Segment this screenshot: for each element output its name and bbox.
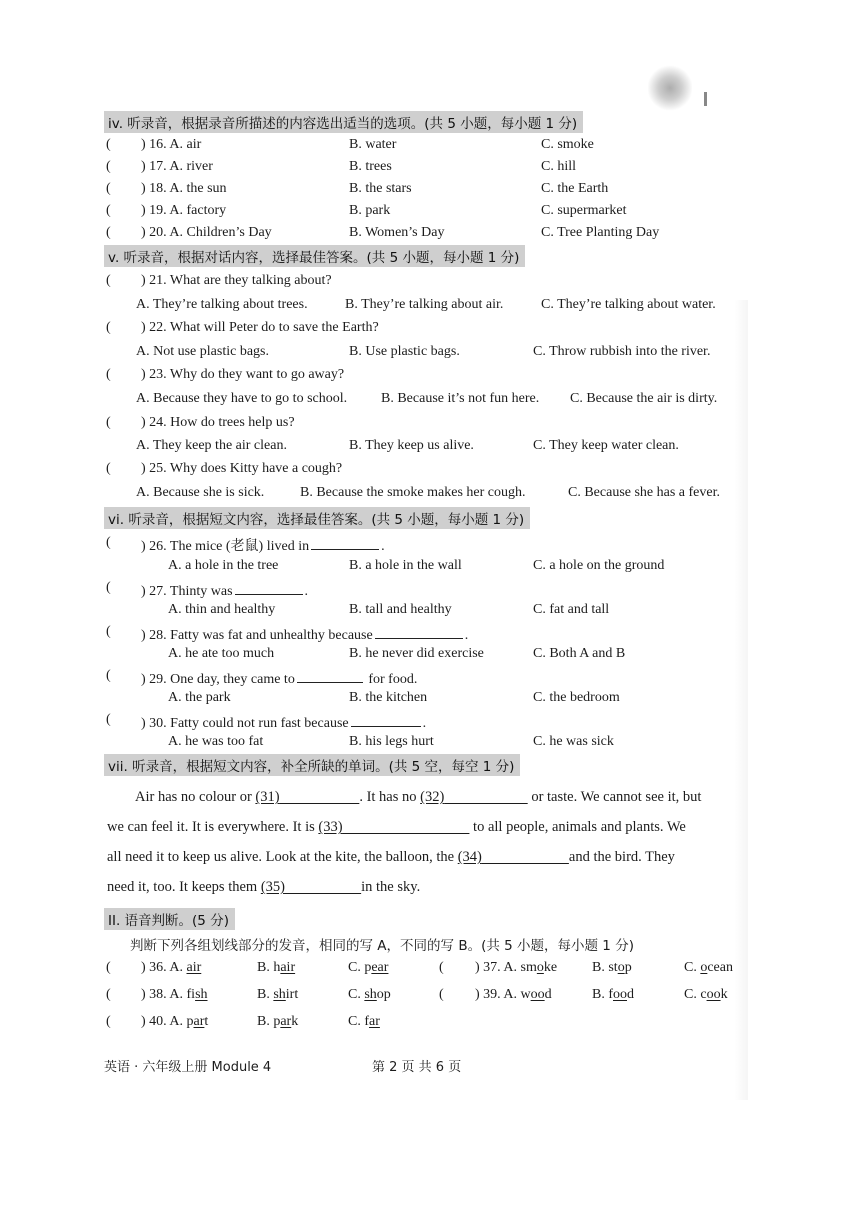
option-28-c: C. Both A and B — [533, 646, 626, 661]
question-37: ) 37. A. smoke — [475, 960, 558, 975]
option-25-c: C. Because she has a fever. — [568, 485, 720, 500]
option-24-a: A. They keep the air clean. — [136, 438, 287, 453]
option-27-c: C. fat and tall — [533, 602, 610, 617]
cloze-passage — [107, 782, 741, 902]
option-17-c: C. hill — [541, 159, 577, 174]
option-18-c: C. the Earth — [541, 181, 609, 196]
question-28-text: ) 28. Fatty was fat and unhealthy because — [141, 628, 373, 643]
question-29-text: ) 29. One day, they came to — [141, 672, 295, 687]
question-27-text: ) 27. Thinty was — [141, 584, 233, 599]
question-36: ) 36. A. air — [141, 960, 202, 975]
option-24-b: B. They keep us alive. — [349, 438, 474, 453]
option-20-b: B. Women’s Day — [349, 225, 445, 240]
answer-blank — [235, 580, 303, 595]
option-29-c: C. the bedroom — [533, 690, 620, 705]
answer-paren: ( — [106, 225, 111, 240]
answer-paren: ( — [106, 320, 111, 335]
question-25: ) 25. Why does Kitty have a cough? — [141, 461, 343, 476]
option-17-b: B. trees — [349, 159, 392, 174]
blank-33: (33) — [318, 819, 343, 835]
option-21-a: A. They’re talking about trees. — [136, 297, 308, 312]
question-29-end: for food. — [368, 672, 418, 687]
answer-blank — [297, 668, 363, 683]
answer-paren: ( — [106, 624, 111, 639]
question-40: ) 40. A. part — [141, 1014, 209, 1029]
question-19: ) 19. A. factory — [141, 203, 227, 218]
question-18: ) 18. A. the sun — [141, 181, 227, 196]
answer-paren: ( — [106, 367, 111, 382]
question-29 — [141, 668, 417, 688]
question-27 — [141, 580, 308, 600]
question-26-text: ) 26. The mice (老鼠) lived in — [141, 539, 310, 554]
footer-course: 英语 · 六年级上册 Module 4 — [104, 1060, 272, 1075]
option-26-c: C. a hole on the ground — [533, 558, 665, 573]
option-25-b: B. Because the smoke makes her cough. — [300, 485, 526, 500]
scan-edge-shadow — [734, 300, 748, 1100]
blank-34: (34) — [457, 849, 482, 865]
answer-paren: ( — [106, 712, 111, 727]
question-28 — [141, 624, 468, 644]
blank-35: (35) — [260, 879, 285, 895]
blank-31: (31) — [255, 789, 280, 805]
question-23: ) 23. Why do they want to go away? — [141, 367, 345, 382]
footer-page-number: 第 2 页 共 6 页 — [372, 1060, 462, 1075]
option-40-c: C. far — [348, 1014, 380, 1029]
answer-paren: ( — [439, 960, 444, 975]
question-30 — [141, 712, 426, 732]
option-22-c: C. Throw rubbish into the river. — [533, 344, 711, 359]
answer-paren: ( — [106, 159, 111, 174]
option-30-b: B. his legs hurt — [349, 734, 434, 749]
option-23-b: B. Because it’s not fun here. — [381, 391, 540, 406]
option-20-c: C. Tree Planting Day — [541, 225, 660, 240]
question-20: ) 20. A. Children’s Day — [141, 225, 272, 240]
option-23-a: A. Because they have to go to school. — [136, 391, 348, 406]
answer-paren: ( — [106, 580, 111, 595]
passage-line-1: Air has no colour or (31) . It has no (32) or taste. We cannot see it, but — [135, 789, 702, 805]
question-21: ) 21. What are they talking about? — [141, 273, 332, 288]
option-22-a: A. Not use plastic bags. — [136, 344, 269, 359]
answer-paren: ( — [106, 137, 111, 152]
question-27-end: . — [304, 584, 309, 599]
question-17: ) 17. A. river — [141, 159, 213, 174]
option-21-b: B. They’re talking about air. — [345, 297, 504, 312]
section-vii-header: vii. 听录音，根据短文内容，补全所缺的单词。(共 5 空，每空 1 分) — [104, 754, 520, 776]
option-37-b: B. stop — [592, 960, 632, 975]
option-28-b: B. he never did exercise — [349, 646, 484, 661]
passage-line-4: need it, too. It keeps them (35) in the sky. — [107, 879, 421, 895]
option-40-b: B. park — [257, 1014, 299, 1029]
option-19-c: C. supermarket — [541, 203, 627, 218]
option-25-a: A. Because she is sick. — [136, 485, 265, 500]
option-29-a: A. the park — [168, 690, 231, 705]
option-23-c: C. Because the air is dirty. — [570, 391, 718, 406]
question-30-end: . — [422, 716, 427, 731]
answer-paren: ( — [106, 203, 111, 218]
option-21-c: C. They’re talking about water. — [541, 297, 716, 312]
option-19-b: B. park — [349, 203, 391, 218]
option-39-b: B. food — [592, 987, 634, 1002]
question-38: ) 38. A. fish — [141, 987, 208, 1002]
option-38-c: C. shop — [348, 987, 391, 1002]
option-18-b: B. the stars — [349, 181, 412, 196]
question-30-text: ) 30. Fatty could not run fast because — [141, 716, 349, 731]
scan-smudge — [648, 64, 692, 112]
passage-line-3: all need it to keep us alive. Look at the kite, the balloon, the (34) and the bird. They — [107, 849, 675, 865]
section-v-header: v. 听录音，根据对话内容，选择最佳答案。(共 5 小题，每小题 1 分) — [104, 245, 525, 267]
answer-paren: ( — [106, 960, 111, 975]
option-26-a: A. a hole in the tree — [168, 558, 279, 573]
question-26 — [141, 535, 385, 555]
option-39-c: C. cook — [684, 987, 728, 1002]
answer-paren: ( — [439, 987, 444, 1002]
answer-paren: ( — [106, 668, 111, 683]
answer-blank — [375, 624, 463, 639]
question-26-end: . — [381, 539, 385, 554]
option-30-c: C. he was sick — [533, 734, 614, 749]
answer-paren: ( — [106, 181, 111, 196]
passage-line-2: we can feel it. It is everywhere. It is (33) to all people, animals and plants. We — [107, 819, 686, 835]
option-38-b: B. shirt — [257, 987, 299, 1002]
answer-blank — [311, 535, 379, 550]
option-22-b: B. Use plastic bags. — [349, 344, 460, 359]
option-27-b: B. tall and healthy — [349, 602, 452, 617]
answer-paren: ( — [106, 987, 111, 1002]
question-22: ) 22. What will Peter do to save the Earth? — [141, 320, 379, 335]
blank-32: (32) — [420, 789, 445, 805]
option-29-b: B. the kitchen — [349, 690, 428, 705]
question-16: ) 16. A. air — [141, 137, 202, 152]
section-iv-header: iv. 听录音，根据录音所描述的内容选出适当的选项。(共 5 小题，每小题 1 分) — [104, 111, 583, 133]
option-28-a: A. he ate too much — [168, 646, 275, 661]
answer-blank — [351, 712, 421, 727]
section-II-instructions: 判断下列各组划线部分的发音，相同的写 A，不同的写 B。(共 5 小题，每小题 1 分) — [130, 938, 634, 954]
option-36-b: B. hair — [257, 960, 296, 975]
answer-paren: ( — [106, 1014, 111, 1029]
scan-mark — [704, 92, 707, 106]
answer-paren: ( — [106, 535, 111, 550]
answer-paren: ( — [106, 273, 111, 288]
option-27-a: A. thin and healthy — [168, 602, 276, 617]
option-26-b: B. a hole in the wall — [349, 558, 462, 573]
question-39: ) 39. A. wood — [475, 987, 552, 1002]
option-37-c: C. ocean — [684, 960, 733, 975]
answer-paren: ( — [106, 415, 111, 430]
question-28-end: . — [464, 628, 469, 643]
option-36-c: C. pear — [348, 960, 389, 975]
section-vi-header: vi. 听录音，根据短文内容，选择最佳答案。(共 5 小题，每小题 1 分) — [104, 507, 530, 529]
option-16-b: B. water — [349, 137, 397, 152]
section-II-header: II. 语音判断。(5 分) — [104, 908, 235, 930]
question-24: ) 24. How do trees help us? — [141, 415, 295, 430]
option-16-c: C. smoke — [541, 137, 594, 152]
option-30-a: A. he was too fat — [168, 734, 264, 749]
option-24-c: C. They keep water clean. — [533, 438, 679, 453]
answer-paren: ( — [106, 461, 111, 476]
